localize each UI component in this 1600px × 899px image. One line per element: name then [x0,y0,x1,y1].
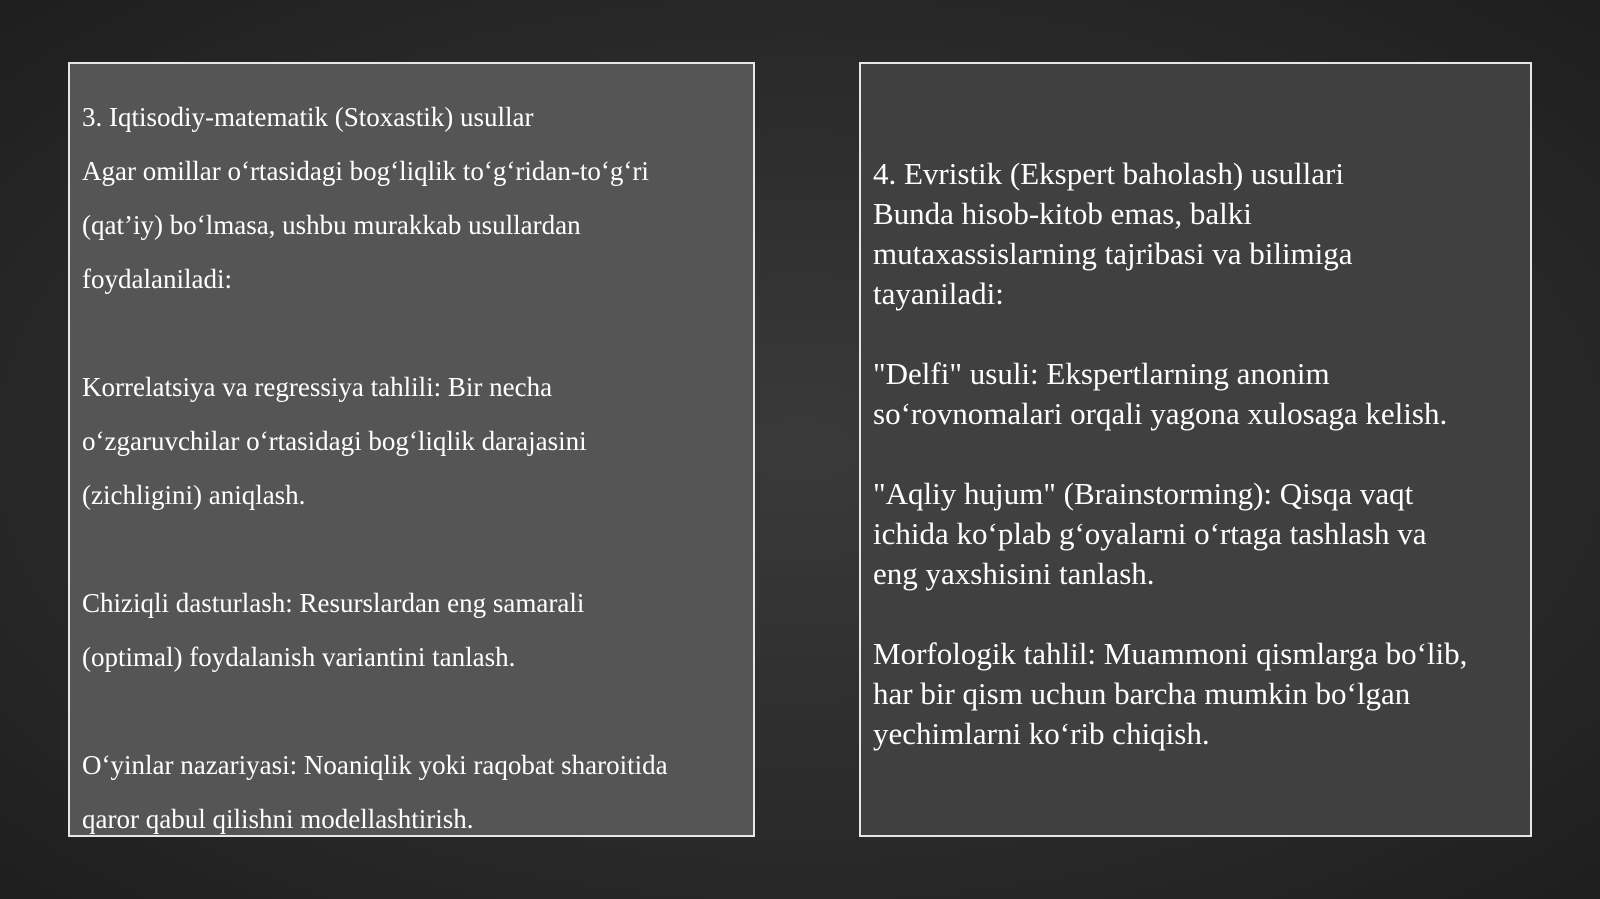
right-panel-line: eng yaxshisini tanlash. [873,556,1155,591]
left-panel-blank-line [82,306,743,360]
right-panel-blank-line [873,314,1520,354]
right-panel-line: yechimlarni ko‘rib chiqish. [873,716,1210,751]
right-panel-heading: 4. Evristik (Ekspert baholash) usullari [873,156,1344,191]
right-text-panel [859,62,1532,837]
left-panel-line: (zichligini) aniqlash. [82,480,306,510]
right-panel-line: "Delfi" usuli: Ekspertlarning anonim [873,356,1330,391]
left-panel-line: O‘yinlar nazariyasi: Noaniqlik yoki raqobat sharoitida [82,750,668,780]
right-panel-line: so‘rovnomalari orqali yagona xulosaga kelish. [873,396,1448,431]
left-panel-line: Korrelatsiya va regressiya tahlili: Bir necha [82,372,553,402]
right-panel-line: ichida ko‘plab g‘oyalarni o‘rtaga tashlash va [873,516,1427,551]
right-panel-line: har bir qism uchun barcha mumkin bo‘lgan [873,676,1411,711]
left-panel-line: qaror qabul qilishni modellashtirish. [82,804,474,834]
left-text-panel [68,62,755,837]
right-panel-blank-line [873,434,1520,474]
left-panel-line: (qat’iy) bo‘lmasa, ushbu murakkab usullardan [82,210,581,240]
left-panel-line: (optimal) foydalanish variantini tanlash. [82,642,516,672]
right-panel-line: tayaniladi: [873,276,1004,311]
left-panel-line: o‘zgaruvchilar o‘rtasidagi bog‘liqlik darajasini [82,426,587,456]
left-panel-line: Chiziqli dasturlash: Resurslardan eng samarali [82,588,585,618]
right-panel-line: "Aqliy hujum" (Brainstorming): Qisqa vaqt [873,476,1414,511]
left-panel-blank-line [82,522,743,576]
right-panel-line: mutaxassislarning tajribasi va bilimiga [873,236,1353,271]
right-panel-line: Bunda hisob-kitob emas, balki [873,196,1252,231]
left-panel-blank-line [82,684,743,738]
right-panel-line: Morfologik tahlil: Muammoni qismlarga bo‘lib, [873,636,1468,671]
left-panel-line: Agar omillar o‘rtasidagi bog‘liqlik to‘g‘ridan-to‘g‘ri [82,156,649,186]
left-panel-heading: 3. Iqtisodiy-matematik (Stoxastik) usullar [82,102,534,132]
right-panel-text [873,154,1520,754]
left-panel-text [82,90,743,846]
right-panel-blank-line [873,594,1520,634]
left-panel-line: foydalaniladi: [82,264,232,294]
